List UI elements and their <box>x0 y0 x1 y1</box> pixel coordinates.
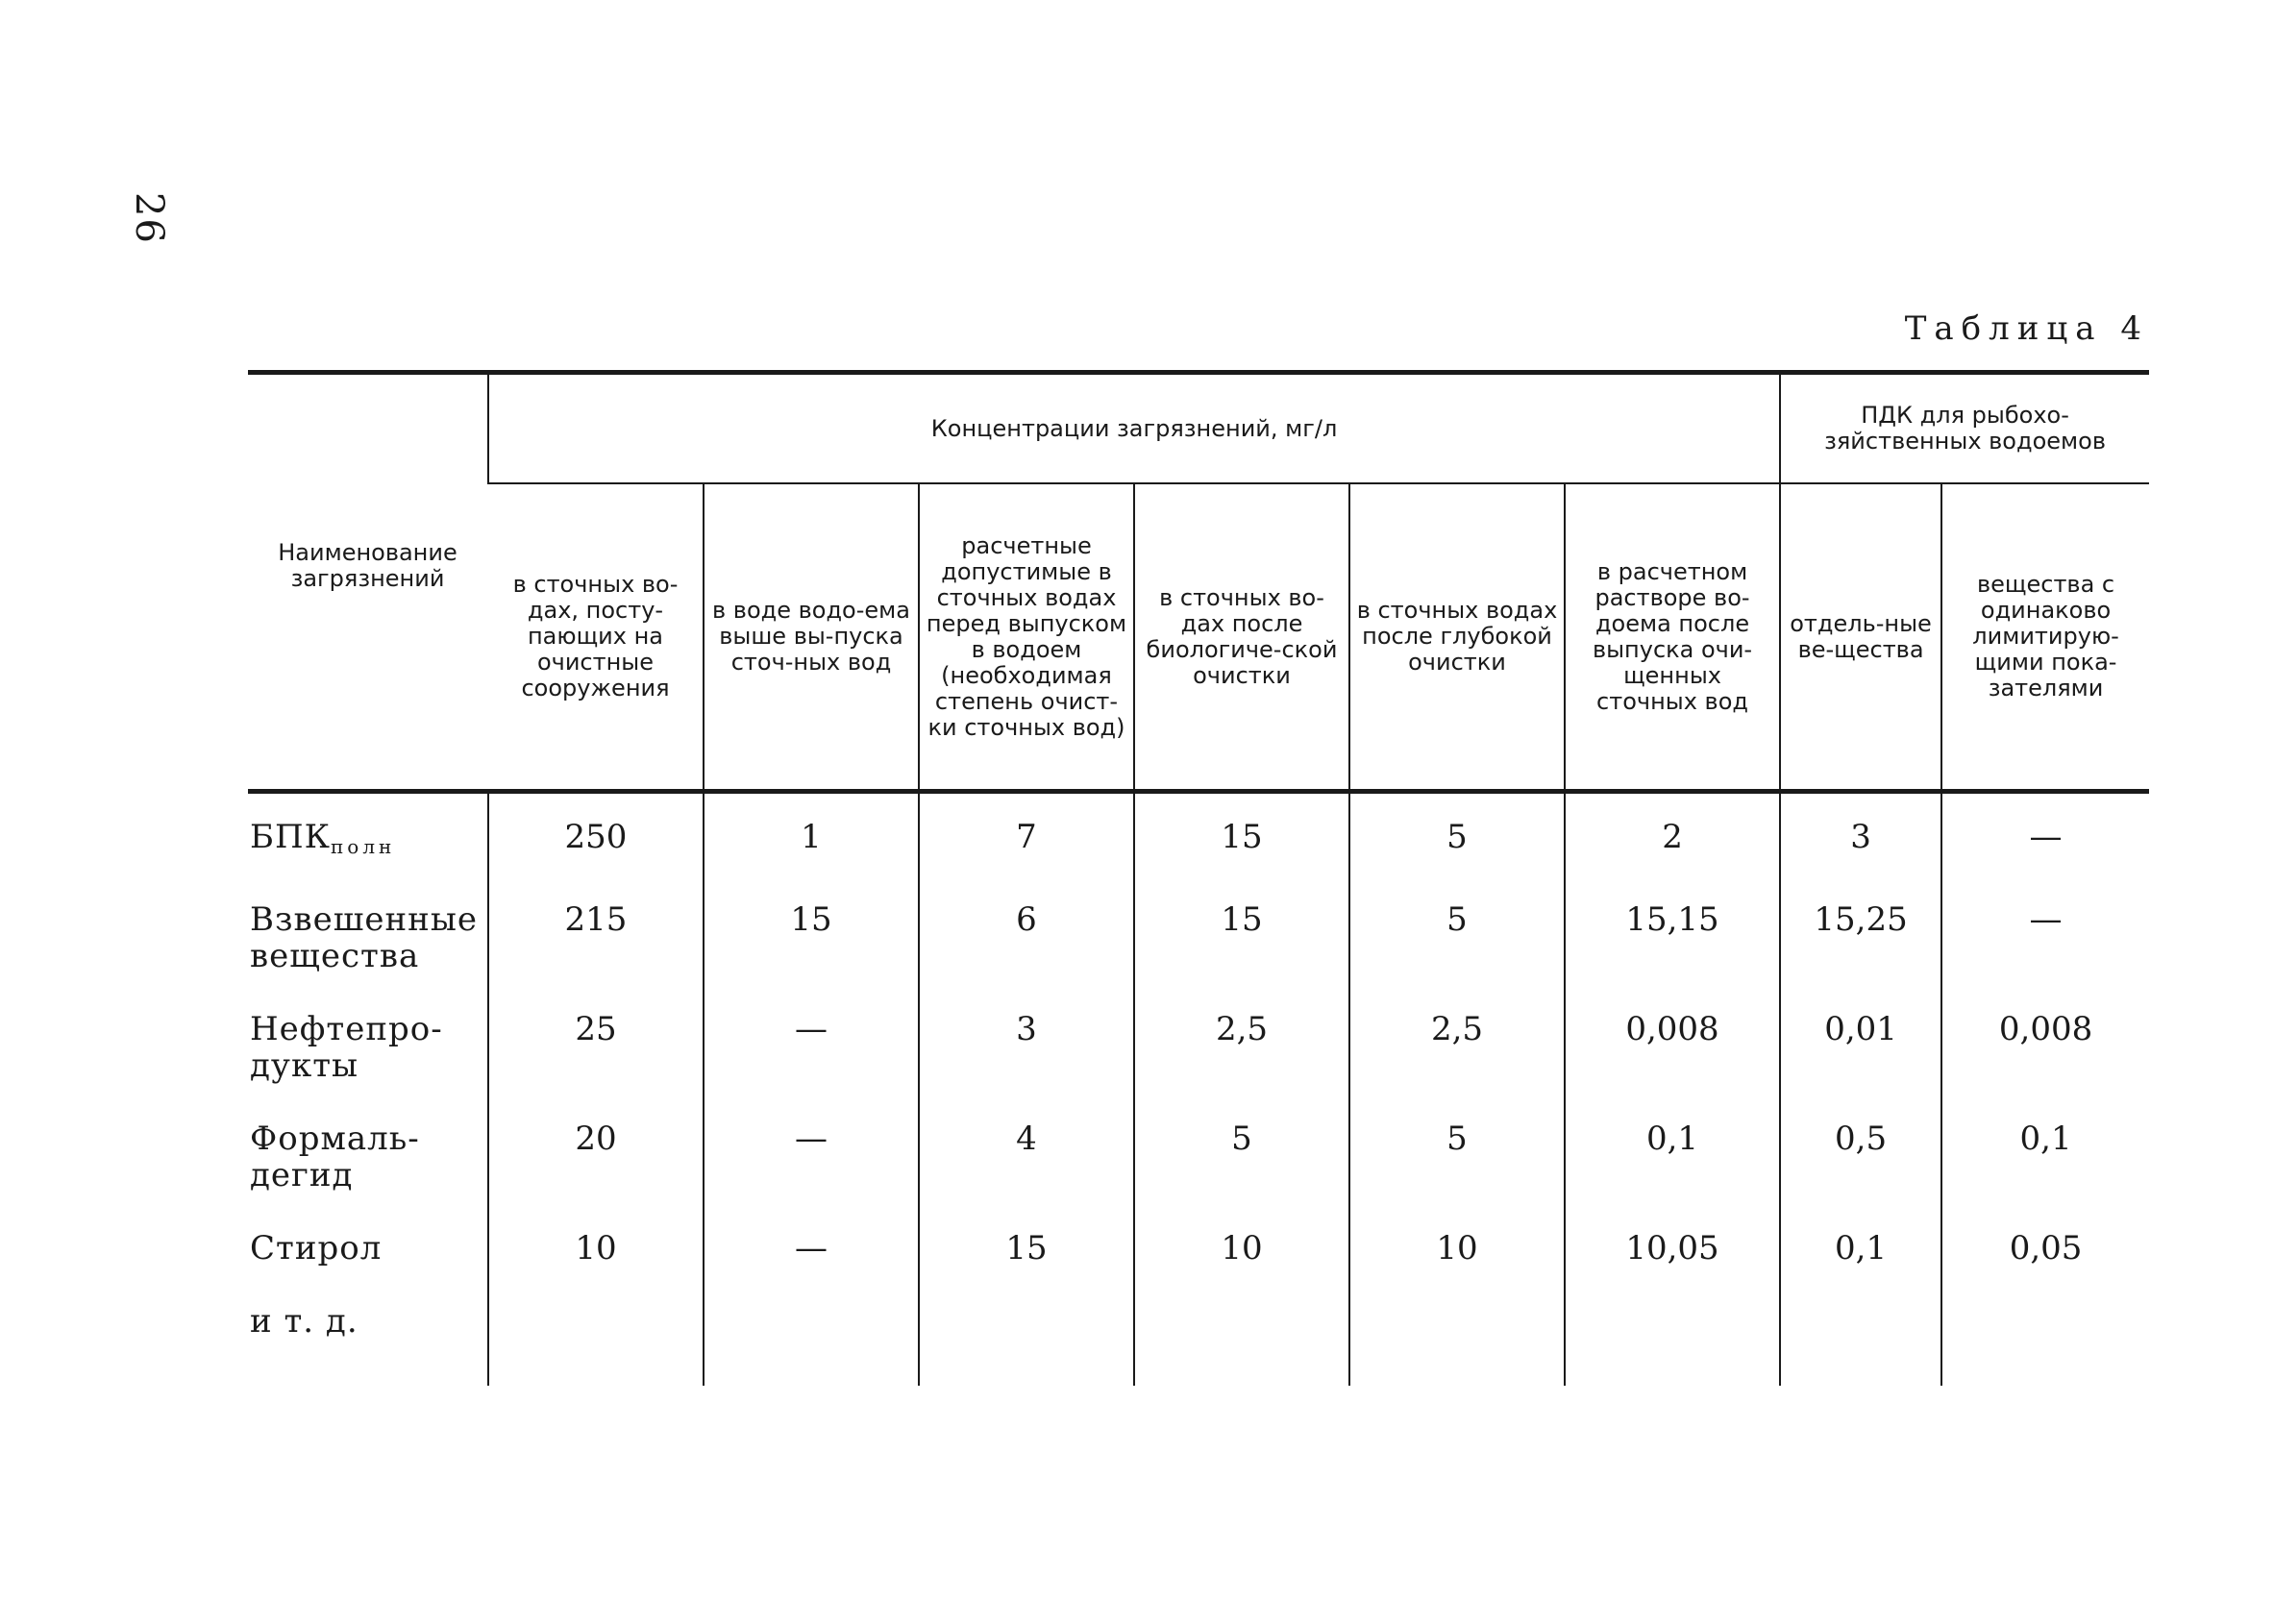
table-cell: 0,008 <box>1565 999 1780 1109</box>
header-col-2: в воде водо-ема выше вы-пуска сточ-ных вод <box>704 483 919 792</box>
table-body <box>248 792 2149 1387</box>
row-name-text: БПК <box>250 818 331 856</box>
header-col-1: в сточных во-дах, посту-пающих на очистные сооружения <box>488 483 704 792</box>
table-cell: 4 <box>919 1109 1134 1218</box>
table-cell: — <box>1941 890 2149 999</box>
table-cell: 0,1 <box>1941 1109 2149 1218</box>
table-cell: 15,25 <box>1780 890 1941 999</box>
table-cell <box>1941 1292 2149 1386</box>
pollution-table <box>248 370 2149 1386</box>
table-row <box>248 999 2149 1109</box>
table-cell: 215 <box>488 890 704 999</box>
table-cell: — <box>704 1109 919 1218</box>
table-cell: 5 <box>1349 1109 1565 1218</box>
table-cell: 15,15 <box>1565 890 1780 999</box>
row-name <box>248 792 488 891</box>
header-col-8: вещества с одинаково лимитирую-щими пока-зателями <box>1941 483 2149 792</box>
table-row <box>248 1109 2149 1218</box>
header-group-concentrations: Концентрации загрязнений, мг/л <box>488 373 1780 484</box>
row-name-text: и т. д. <box>250 1302 358 1341</box>
table-row <box>248 890 2149 999</box>
header-col-4: в сточных во-дах после биологиче-ской очистки <box>1134 483 1349 792</box>
table-cell <box>1349 1292 1565 1386</box>
table-cell: 20 <box>488 1109 704 1218</box>
table-cell <box>704 1292 919 1386</box>
row-name-subscript: полн <box>330 835 396 858</box>
table-cell: 3 <box>919 999 1134 1109</box>
table-cell: 0,05 <box>1941 1218 2149 1292</box>
row-name-text: Стирол <box>250 1229 383 1267</box>
table-caption: Таблица 4 <box>1904 309 2149 348</box>
table-row <box>248 1218 2149 1292</box>
table-cell: 15 <box>1134 792 1349 891</box>
table-cell: 5 <box>1349 890 1565 999</box>
row-name <box>248 890 488 999</box>
table-cell: 0,008 <box>1941 999 2149 1109</box>
header-col-7: отдель-ные ве-щества <box>1780 483 1941 792</box>
table-cell: 10 <box>1349 1218 1565 1292</box>
header-col-5: в сточных водах после глубокой очистки <box>1349 483 1565 792</box>
table-cell: 0,5 <box>1780 1109 1941 1218</box>
table-cell: 0,1 <box>1565 1109 1780 1218</box>
table-cell: 15 <box>1134 890 1349 999</box>
table-cell <box>1780 1292 1941 1386</box>
table-cell <box>919 1292 1134 1386</box>
page-number: 26 <box>127 192 171 245</box>
table-row <box>248 1292 2149 1386</box>
table-cell: 15 <box>919 1218 1134 1292</box>
header-col-6: в расчетном растворе во-доема после выпуска очи-щенных сточных вод <box>1565 483 1780 792</box>
table-cell <box>488 1292 704 1386</box>
table-cell: 15 <box>704 890 919 999</box>
table-cell: 2 <box>1565 792 1780 891</box>
row-name-text: Взвешенные вещества <box>250 900 479 975</box>
table-cell: 250 <box>488 792 704 891</box>
table-cell: 2,5 <box>1349 999 1565 1109</box>
row-name <box>248 1218 488 1292</box>
header-name-col: Наименование загрязнений <box>248 373 488 792</box>
table-cell: 1 <box>704 792 919 891</box>
table-cell <box>1134 1292 1349 1386</box>
table-cell: 7 <box>919 792 1134 891</box>
row-name <box>248 1109 488 1218</box>
header-col-3: расчетные допустимые в сточных водах перед выпуском в водоем (необходимая степень очист-ки сточных вод) <box>919 483 1134 792</box>
table-cell: 5 <box>1134 1109 1349 1218</box>
table-cell: — <box>704 1218 919 1292</box>
table-cell: 10 <box>1134 1218 1349 1292</box>
table-cell: 10 <box>488 1218 704 1292</box>
table-cell: 0,1 <box>1780 1218 1941 1292</box>
table-cell: — <box>704 999 919 1109</box>
table-cell: 3 <box>1780 792 1941 891</box>
table-cell: 6 <box>919 890 1134 999</box>
table-cell: 0,01 <box>1780 999 1941 1109</box>
table-cell: 5 <box>1349 792 1565 891</box>
table-cell: 25 <box>488 999 704 1109</box>
table-cell: 10,05 <box>1565 1218 1780 1292</box>
row-name-text: Формаль-дегид <box>250 1120 420 1194</box>
table-cell: 2,5 <box>1134 999 1349 1109</box>
table-cell <box>1565 1292 1780 1386</box>
row-name <box>248 1292 488 1386</box>
table-cell: — <box>1941 792 2149 891</box>
row-name <box>248 999 488 1109</box>
table-row <box>248 792 2149 891</box>
row-name-text: Нефтепро-дукты <box>250 1010 443 1085</box>
header-group-pdk: ПДК для рыбохо-зяйственных водоемов <box>1780 373 2149 484</box>
table-header <box>248 373 2149 792</box>
